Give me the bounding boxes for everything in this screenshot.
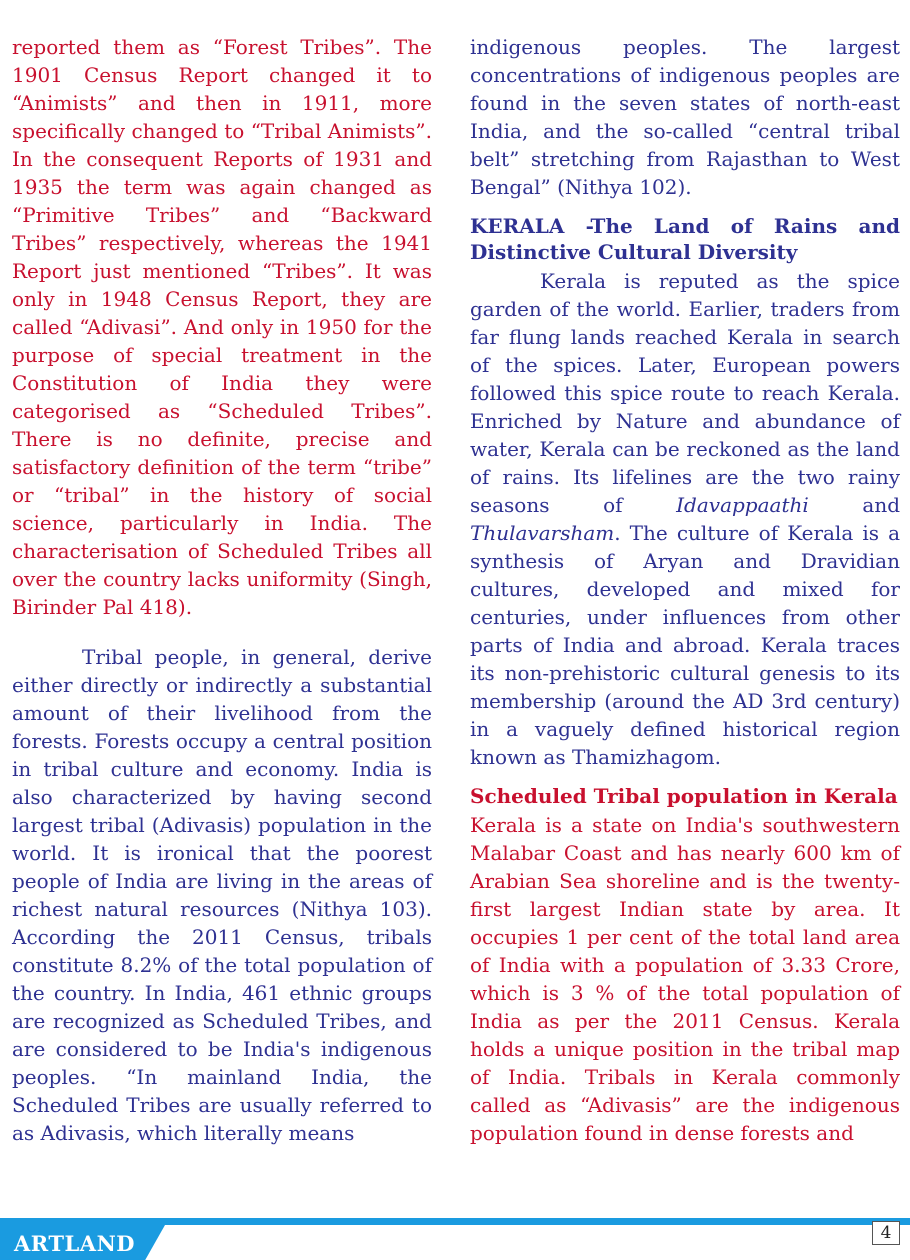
paragraph-indigenous-peoples: indigenous peoples. The largest concentrations of indigenous peoples are found in the seven states of north-east India, and the so-called “central tribal belt” stretching from Rajasthan to West Bengal” (Nithya 102).: [470, 35, 900, 199]
paragraph-kerala-population: Kerala is a state on India's southwestern Malabar Coast and has nearly 600 km of Arabian Sea shoreline and is the twenty-first largest Indian state by area. It occupies 1 per cent of the total land area of India with a population of 3.33 Crore, which is 3 % of the total population of India as per the 2011 Census. Kerala holds a unique position in the tribal map of India. Tribals in Kerala commonly called as “Adivasis” are the indigenous population found in dense forests and: [470, 813, 900, 1145]
footer-bar: [0, 1218, 910, 1225]
idavappaathi-term: Idavappaathi: [676, 493, 809, 517]
magazine-name: ARTLAND: [14, 1231, 135, 1256]
thulavarsham-term: Thulavarsham: [470, 521, 615, 545]
kerala-text-part-a: Kerala is reputed as the spice garden of the world. Earlier, traders from far flung lands reached Kerala in search of the spices. Later, European powers followed this spice route to reach Kerala. Enriched by Nature and abundance of water, Kerala can be reckoned as the land of rains. Its lifelines are the two rainy seasons of: [470, 269, 900, 517]
page-number: 4: [872, 1221, 900, 1245]
paragraph-census-history: reported them as “Forest Tribes”. The 1901 Census Report changed it to “Animists” and then in 1911, more specifically changed to “Tribal Animists”. In the consequent Reports of 1931 and 1935 the term was again changed as “Primitive Tribes” and “Backward Tribes” respectively, whereas the 1941 Report just mentioned “Tribes”. It was only in 1948 Census Report, they are called “Adivasi”. And only in 1950 for the purpose of special treatment in the Constitution of India they were categorised as “Scheduled Tribes”. There is no definite, precise and satisfactory definition of the term “tribe” or “tribal” in the history of social science, particularly in India. The characterisation of Scheduled Tribes all over the country lacks uniformity (Singh, Birinder Pal 418).: [12, 35, 432, 619]
right-column: [470, 33, 900, 1147]
kerala-text-and: and: [808, 493, 901, 517]
kerala-text-part-b: . The culture of Kerala is a synthesis of Aryan and Dravidian cultures, developed and mixed for centuries, under influences from other parts of India and abroad. Kerala traces its non-prehistoric cultural genesis to its membership (around the AD 3rd century) in a vaguely defined historical region known as Thamizhagom.: [470, 521, 900, 769]
section-heading-kerala: KERALA -The Land of Rains and Distinctive Cultural Diversity: [470, 214, 900, 264]
left-column: [12, 33, 432, 1147]
paragraph-tribal-livelihood: Tribal people, in general, derive either directly or indirectly a substantial amount of their livelihood from the forests. Forests occupy a central position in tribal culture and economy. India is also characterized by having second largest tribal (Adivasis) population in the world. It is ironical that the poorest people of India are living in the areas of richest natural resources (Nithya 103). According the 2011 Census, tribals constitute 8.2% of the total population of the country. In India, 461 ethnic groups are recognized as Scheduled Tribes, and are considered to be India's indigenous peoples. “In mainland India, the Scheduled Tribes are usually referred to as Adivasis, which literally means: [12, 645, 432, 1145]
section-heading-scheduled-tribal: Scheduled Tribal population in Kerala: [470, 784, 898, 808]
paragraph-kerala-spice-garden: [470, 267, 900, 771]
